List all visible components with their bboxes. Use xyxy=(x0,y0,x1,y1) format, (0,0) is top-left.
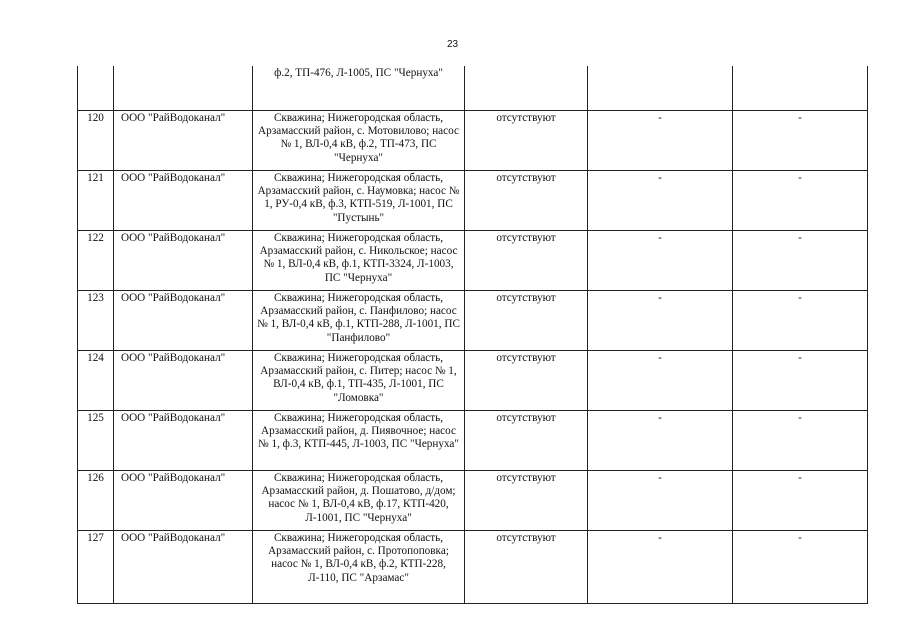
cell-address: ф.2, ТП-476, Л-1005, ПС "Чернуха" xyxy=(253,66,465,110)
table-row xyxy=(78,470,868,530)
cell-org: ООО "РайВодоканал" xyxy=(114,110,253,170)
cell-org: ООО "РайВодоканал" xyxy=(114,350,253,410)
cell-d1: - xyxy=(588,290,733,350)
cell-d1: - xyxy=(588,350,733,410)
cell-address: Скважина; Нижегородская область, Арзамасский район, с. Протопоповка; насос № 1, ВЛ-0,4 кВ, ф.2, КТП-228, Л-110, ПС "Арзамас" xyxy=(253,530,465,603)
cell-d2: - xyxy=(733,530,868,603)
cell-org: ООО "РайВодоканал" xyxy=(114,470,253,530)
cell-num: 123 xyxy=(78,290,114,350)
cell-d2: - xyxy=(733,410,868,470)
cell-org xyxy=(114,66,253,110)
cell-address: Скважина; Нижегородская область, Арзамасский район, с. Питер; насос № 1, ВЛ-0,4 кВ, ф.1, ТП-435, Л-1001, ПС "Ломовка" xyxy=(253,350,465,410)
cell-status: отсутствуют xyxy=(465,170,588,230)
cell-d1: - xyxy=(588,530,733,603)
cell-status: отсутствуют xyxy=(465,350,588,410)
table-row xyxy=(78,170,868,230)
cell-num: 120 xyxy=(78,110,114,170)
cell-d2: - xyxy=(733,290,868,350)
cell-address: Скважина; Нижегородская область, Арзамасский район, д. Пиявочное; насос № 1, ф.3, КТП-445, Л-1003, ПС "Чернуха" xyxy=(253,410,465,470)
cell-num: 122 xyxy=(78,230,114,290)
cell-address: Скважина; Нижегородская область, Арзамасский район, с. Мотовилово; насос № 1, ВЛ-0,4 кВ, ф.2, ТП-473, ПС "Чернуха" xyxy=(253,110,465,170)
table-row xyxy=(78,290,868,350)
cell-org: ООО "РайВодоканал" xyxy=(114,410,253,470)
cell-num: 125 xyxy=(78,410,114,470)
cell-org: ООО "РайВодоканал" xyxy=(114,170,253,230)
page-number: 23 xyxy=(446,39,459,50)
cell-d1: - xyxy=(588,410,733,470)
cell-d1: - xyxy=(588,170,733,230)
table-row-continuation xyxy=(78,66,868,110)
cell-num: 121 xyxy=(78,170,114,230)
cell-address: Скважина; Нижегородская область, Арзамасский район, д. Пошатово, д/дом; насос № 1, ВЛ-0,4 кВ, ф.17, КТП-420, Л-1001, ПС "Чернуха" xyxy=(253,470,465,530)
cell-d1: - xyxy=(588,470,733,530)
facilities-table xyxy=(77,66,868,604)
cell-address: Скважина; Нижегородская область, Арзамасский район, с. Панфилово; насос № 1, ВЛ-0,4 кВ, ф.1, КТП-288, Л-1001, ПС "Панфилово" xyxy=(253,290,465,350)
cell-d1 xyxy=(588,66,733,110)
cell-status: отсутствуют xyxy=(465,470,588,530)
cell-d1: - xyxy=(588,110,733,170)
table-row xyxy=(78,110,868,170)
cell-d2 xyxy=(733,66,868,110)
cell-d2: - xyxy=(733,350,868,410)
cell-status xyxy=(465,66,588,110)
table-row xyxy=(78,350,868,410)
cell-org: ООО "РайВодоканал" xyxy=(114,530,253,603)
cell-num: 126 xyxy=(78,470,114,530)
table-row xyxy=(78,530,868,603)
cell-status: отсутствуют xyxy=(465,530,588,603)
cell-d2: - xyxy=(733,230,868,290)
table-row xyxy=(78,230,868,290)
cell-address: Скважина; Нижегородская область, Арзамасский район, с. Наумовка; насос № 1, РУ-0,4 кВ, ф.3, КТП-519, Л-1001, ПС "Пустынь" xyxy=(253,170,465,230)
cell-org: ООО "РайВодоканал" xyxy=(114,230,253,290)
cell-status: отсутствуют xyxy=(465,410,588,470)
table-row xyxy=(78,410,868,470)
cell-status: отсутствуют xyxy=(465,230,588,290)
cell-d2: - xyxy=(733,470,868,530)
cell-org: ООО "РайВодоканал" xyxy=(114,290,253,350)
cell-num: 124 xyxy=(78,350,114,410)
cell-d2: - xyxy=(733,170,868,230)
cell-status: отсутствуют xyxy=(465,290,588,350)
cell-status: отсутствуют xyxy=(465,110,588,170)
cell-address: Скважина; Нижегородская область, Арзамасский район, с. Никольское; насос № 1, ВЛ-0,4 кВ, ф.1, КТП-3324, Л-1003, ПС "Чернуха" xyxy=(253,230,465,290)
cell-d1: - xyxy=(588,230,733,290)
cell-num: 127 xyxy=(78,530,114,603)
cell-d2: - xyxy=(733,110,868,170)
cell-num xyxy=(78,66,114,110)
